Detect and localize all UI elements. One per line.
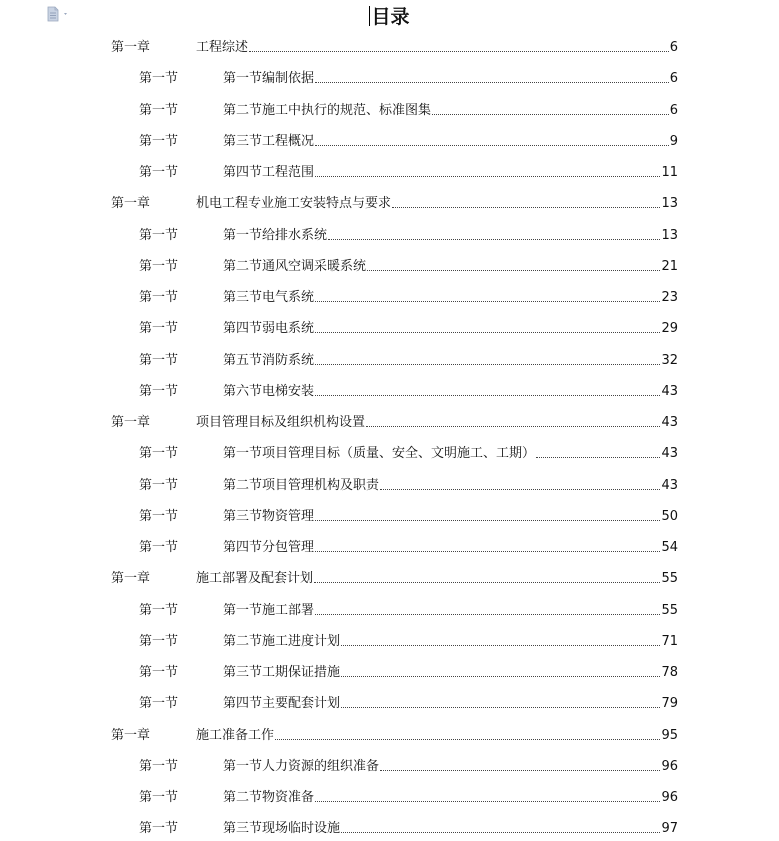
- toc-entry-level: 第一节: [139, 71, 179, 87]
- toc-entry-level: 第一节: [139, 696, 179, 712]
- toc-section-entry[interactable]: [139, 161, 678, 181]
- toc-entry-level: 第一节: [139, 540, 179, 555]
- toc-entry-level: 第一节: [139, 383, 179, 399]
- toc-leader-dots: [536, 457, 660, 458]
- toc-entry-page-number: 55: [661, 602, 678, 618]
- toc-entry-title: 第三节电气系统: [223, 290, 315, 305]
- toc-entry-level: 第一节: [139, 790, 179, 805]
- toc-leader-dots: [432, 114, 669, 115]
- toc-chapter-entry[interactable]: [111, 411, 678, 431]
- toc-entry-title: 第五节消防系统: [223, 352, 315, 368]
- toc-entry-level: 第一节: [139, 821, 179, 837]
- toc-leader-dots: [275, 739, 660, 740]
- toc-entry-title: 第三节工程概况: [223, 133, 315, 149]
- toc-entry-page-number: 96: [661, 758, 678, 774]
- toc-entry-level: 第一节: [139, 321, 179, 337]
- toc-entry-page-number: 78: [661, 665, 678, 680]
- toc-leader-dots: [315, 520, 660, 521]
- toc-leader-dots: [315, 801, 660, 802]
- toc-entry-page-number: 43: [661, 477, 678, 493]
- toc-entry-page-number: 29: [661, 321, 678, 337]
- toc-entry-level: 第一章: [111, 727, 151, 743]
- toc-section-entry[interactable]: [139, 599, 678, 619]
- toc-chapter-entry[interactable]: [111, 724, 678, 744]
- toc-entry-level: 第一节: [139, 508, 179, 524]
- toc-leader-dots: [315, 145, 669, 146]
- toc-entry-title: 机电工程专业施工安装特点与要求: [196, 196, 392, 212]
- toc-entry-level: 第一节: [139, 102, 179, 118]
- toc-entry-title: 项目管理目标及组织机构设置: [196, 415, 366, 430]
- toc-entry-page-number: 43: [661, 415, 678, 430]
- toc-leader-dots: [315, 332, 660, 333]
- toc-section-entry[interactable]: [139, 286, 678, 306]
- toc-entry-title: 第二节施工进度计划: [223, 633, 341, 649]
- toc-leader-dots: [392, 207, 660, 208]
- toc-leader-dots: [315, 82, 669, 83]
- toc-entry-level: 第一章: [111, 415, 151, 430]
- toc-entry-title: 第一节给排水系统: [223, 227, 328, 243]
- toc-entry-page-number: 71: [661, 633, 678, 649]
- toc-entry-title: 第二节项目管理机构及职责: [223, 477, 380, 493]
- toc-entry-title: 第三节工期保证措施: [223, 665, 341, 680]
- toc-leader-dots: [315, 176, 660, 177]
- toc-entry-page-number: 43: [661, 446, 678, 462]
- toc-section-entry[interactable]: [139, 474, 678, 494]
- toc-entry-page-number: 13: [661, 196, 678, 212]
- toc-chapter-entry[interactable]: [111, 36, 678, 56]
- toc-leader-dots: [315, 614, 660, 615]
- toc-entry-title: 第四节主要配套计划: [223, 696, 341, 712]
- page-title[interactable]: [0, 2, 779, 29]
- toc-entry-level: 第一节: [139, 165, 179, 180]
- toc-entry-page-number: 6: [669, 40, 678, 55]
- toc-leader-dots: [380, 489, 660, 490]
- toc-leader-dots: [249, 51, 669, 52]
- toc-entry-level: 第一节: [139, 133, 179, 149]
- toc-chapter-entry[interactable]: [111, 567, 678, 587]
- toc-entry-title: 第四节弱电系统: [223, 321, 315, 337]
- toc-leader-dots: [315, 551, 660, 552]
- toc-leader-dots: [315, 301, 660, 302]
- toc-entry-page-number: 50: [661, 508, 678, 524]
- toc-entry-page-number: 97: [661, 821, 678, 837]
- toc-section-entry[interactable]: [139, 380, 678, 400]
- toc-entry-title: 第一节项目管理目标（质量、安全、文明施工、工期）: [223, 446, 536, 462]
- toc-section-entry[interactable]: [139, 317, 678, 337]
- toc-leader-dots: [315, 395, 660, 396]
- toc-entry-page-number: 23: [661, 290, 678, 305]
- toc-entry-page-number: 9: [669, 133, 678, 149]
- toc-entry-title: 第三节现场临时设施: [223, 821, 341, 837]
- toc-section-entry[interactable]: [139, 786, 678, 806]
- toc-section-entry[interactable]: [139, 130, 678, 150]
- toc-section-entry[interactable]: [139, 224, 678, 244]
- toc-entry-page-number: 13: [661, 227, 678, 243]
- toc-leader-dots: [366, 426, 660, 427]
- toc-entry-level: 第一节: [139, 352, 179, 368]
- toc-entry-page-number: 11: [661, 165, 678, 180]
- toc-leader-dots: [367, 270, 660, 271]
- toc-entry-title: 第一节人力资源的组织准备: [223, 758, 380, 774]
- toc-leader-dots: [341, 707, 660, 708]
- toc-leader-dots: [380, 770, 660, 771]
- toc-entry-title: 第三节物资管理: [223, 508, 315, 524]
- toc-leader-dots: [328, 239, 660, 240]
- title-text: 目录: [371, 6, 410, 28]
- toc-entry-level: 第一节: [139, 602, 179, 618]
- toc-leader-dots: [314, 582, 660, 583]
- toc-entry-level: 第一节: [139, 758, 179, 774]
- toc-entry-page-number: 96: [661, 790, 678, 805]
- toc-entry-page-number: 54: [661, 540, 678, 555]
- toc-leader-dots: [315, 364, 660, 365]
- toc-section-entry[interactable]: [139, 255, 678, 275]
- toc-entry-level: 第一节: [139, 633, 179, 649]
- toc-chapter-entry[interactable]: [111, 192, 678, 212]
- toc-section-entry[interactable]: [139, 442, 678, 462]
- toc-entry-page-number: 55: [661, 571, 678, 587]
- toc-entry-level: 第一节: [139, 665, 179, 680]
- toc-entry-title: 第一节施工部署: [223, 602, 315, 618]
- toc-section-entry[interactable]: [139, 536, 678, 556]
- toc-section-entry[interactable]: [139, 349, 678, 369]
- toc-entry-level: 第一节: [139, 446, 179, 462]
- toc-entry-title: 第一节编制依据: [223, 71, 315, 87]
- toc-section-entry[interactable]: [139, 505, 678, 525]
- toc-entry-title: 第六节电梯安装: [223, 383, 315, 399]
- toc-entry-page-number: 79: [661, 696, 678, 712]
- toc-entry-title: 第二节通风空调采暖系统: [223, 258, 367, 274]
- toc-section-entry[interactable]: [139, 661, 678, 681]
- toc-entry-level: 第一章: [111, 196, 151, 212]
- toc-leader-dots: [341, 645, 660, 646]
- toc-entry-page-number: 32: [661, 352, 678, 368]
- toc-entry-title: 工程综述: [196, 40, 249, 55]
- toc-leader-dots: [341, 832, 660, 833]
- toc-section-entry[interactable]: [139, 755, 678, 775]
- toc-entry-page-number: 6: [669, 71, 678, 87]
- toc-entry-page-number: 21: [661, 258, 678, 274]
- toc-entry-title: 第二节施工中执行的规范、标准图集: [223, 102, 432, 118]
- toc-entry-level: 第一节: [139, 477, 179, 493]
- toc-entry-title: 第二节物资准备: [223, 790, 315, 805]
- toc-section-entry[interactable]: [139, 692, 678, 712]
- toc-section-entry[interactable]: [139, 99, 678, 119]
- toc-entry-title: 第四节工程范围: [223, 165, 315, 180]
- toc-entry-title: 施工部署及配套计划: [196, 571, 314, 587]
- toc-entry-level: 第一节: [139, 258, 179, 274]
- toc-entry-level: 第一节: [139, 227, 179, 243]
- toc-entry-level: 第一章: [111, 571, 151, 587]
- toc-entry-level: 第一章: [111, 40, 151, 55]
- toc-entry-page-number: 95: [661, 727, 678, 743]
- toc-section-entry[interactable]: [139, 817, 678, 837]
- toc-entry-title: 第四节分包管理: [223, 540, 315, 555]
- toc-section-entry[interactable]: [139, 67, 678, 87]
- toc-leader-dots: [341, 676, 660, 677]
- toc-entry-page-number: 6: [669, 102, 678, 118]
- toc-section-entry[interactable]: [139, 630, 678, 650]
- toc-entry-title: 施工准备工作: [196, 727, 275, 743]
- toc-entry-page-number: 43: [661, 383, 678, 399]
- toc-entry-level: 第一节: [139, 290, 179, 305]
